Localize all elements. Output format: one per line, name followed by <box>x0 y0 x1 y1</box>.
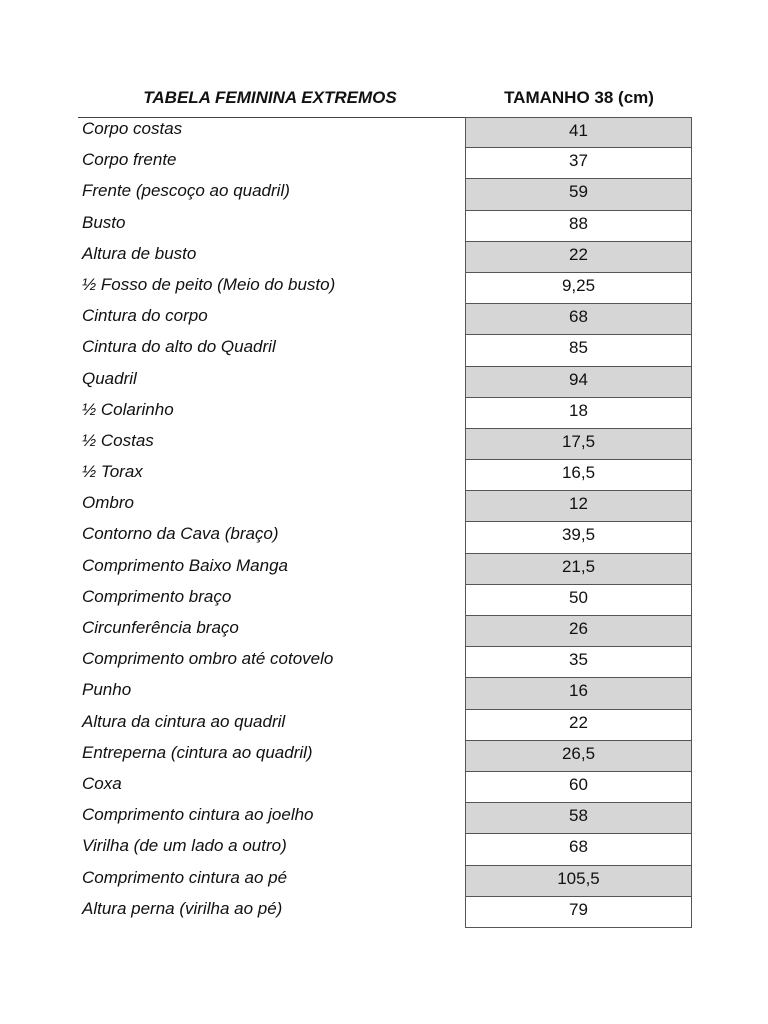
table-row <box>0 460 768 491</box>
row-label: Comprimento Baixo Manga <box>82 555 288 575</box>
row-label: Virilha (de um lado a outro) <box>82 836 287 856</box>
row-value: 22 <box>465 710 692 741</box>
row-value: 50 <box>465 585 692 616</box>
row-label: Coxa <box>82 773 122 793</box>
table-row <box>0 772 768 803</box>
row-value: 68 <box>465 304 692 335</box>
row-label: Corpo costas <box>82 119 183 138</box>
row-label: Altura da cintura ao quadril <box>82 711 286 731</box>
measurement-table <box>0 117 768 928</box>
row-value: 41 <box>465 117 692 148</box>
row-value: 59 <box>465 179 692 210</box>
row-value: 68 <box>465 834 692 865</box>
row-value: 17,5 <box>465 429 692 460</box>
row-label: Altura perna (virilha ao pé) <box>82 898 283 918</box>
table-row <box>0 678 768 709</box>
row-value: 26 <box>465 616 692 647</box>
table-row <box>0 273 768 304</box>
table-row <box>0 491 768 522</box>
row-value: 16 <box>465 678 692 709</box>
row-value: 85 <box>465 335 692 366</box>
table-row <box>0 179 768 210</box>
table-row <box>0 148 768 179</box>
row-value: 26,5 <box>465 741 692 772</box>
table-row <box>0 522 768 553</box>
row-label: Punho <box>82 680 132 700</box>
row-value: 18 <box>465 398 692 429</box>
row-label: Altura de busto <box>82 243 197 263</box>
table-row <box>0 367 768 398</box>
row-label: Frente (pescoço ao quadril) <box>82 181 290 201</box>
table-row <box>0 834 768 865</box>
table-row <box>0 866 768 897</box>
row-value: 105,5 <box>465 866 692 897</box>
row-label: Ombro <box>82 493 134 513</box>
row-label: Comprimento braço <box>82 586 232 606</box>
row-value: 60 <box>465 772 692 803</box>
row-label: ½ Costas <box>82 430 154 450</box>
table-row <box>0 211 768 242</box>
row-label: Corpo frente <box>82 150 177 170</box>
row-value: 37 <box>465 148 692 179</box>
row-label: Busto <box>82 212 126 232</box>
table-row <box>0 647 768 678</box>
row-label: Quadril <box>82 368 137 388</box>
row-value: 58 <box>465 803 692 834</box>
row-label: Cintura do corpo <box>82 306 208 326</box>
table-row <box>0 897 768 928</box>
row-label: Comprimento cintura ao pé <box>82 867 288 887</box>
row-value: 12 <box>465 491 692 522</box>
row-label: Comprimento ombro até cotovelo <box>82 649 334 669</box>
row-value: 16,5 <box>465 460 692 491</box>
table-row <box>0 304 768 335</box>
row-value: 22 <box>465 242 692 273</box>
row-label: ½ Torax <box>82 462 143 482</box>
table-header-size: TAMANHO 38 (cm) <box>504 88 654 107</box>
row-value: 9,25 <box>465 273 692 304</box>
table-row <box>0 585 768 616</box>
row-value: 88 <box>465 211 692 242</box>
row-value: 35 <box>465 647 692 678</box>
row-label: ½ Fosso de peito (Meio do busto) <box>82 274 336 294</box>
row-label: ½ Colarinho <box>82 399 174 419</box>
row-value: 94 <box>465 367 692 398</box>
table-header-measurement: TABELA FEMININA EXTREMOS <box>143 88 397 107</box>
row-value: 21,5 <box>465 554 692 585</box>
row-label: Contorno da Cava (braço) <box>82 524 279 544</box>
row-label: Cintura do alto do Quadril <box>82 337 276 357</box>
table-row <box>0 398 768 429</box>
table-row <box>0 741 768 772</box>
table-row <box>0 554 768 585</box>
row-value: 39,5 <box>465 522 692 553</box>
row-label: Comprimento cintura ao joelho <box>82 805 314 825</box>
row-label: Circunferência braço <box>82 618 239 637</box>
table-row <box>0 117 768 148</box>
table-row <box>0 710 768 741</box>
table-row <box>0 335 768 366</box>
table-row <box>0 242 768 273</box>
table-row <box>0 616 768 647</box>
table-row <box>0 429 768 460</box>
row-label: Entreperna (cintura ao quadril) <box>82 742 313 762</box>
table-row <box>0 803 768 834</box>
row-value: 79 <box>465 897 692 928</box>
